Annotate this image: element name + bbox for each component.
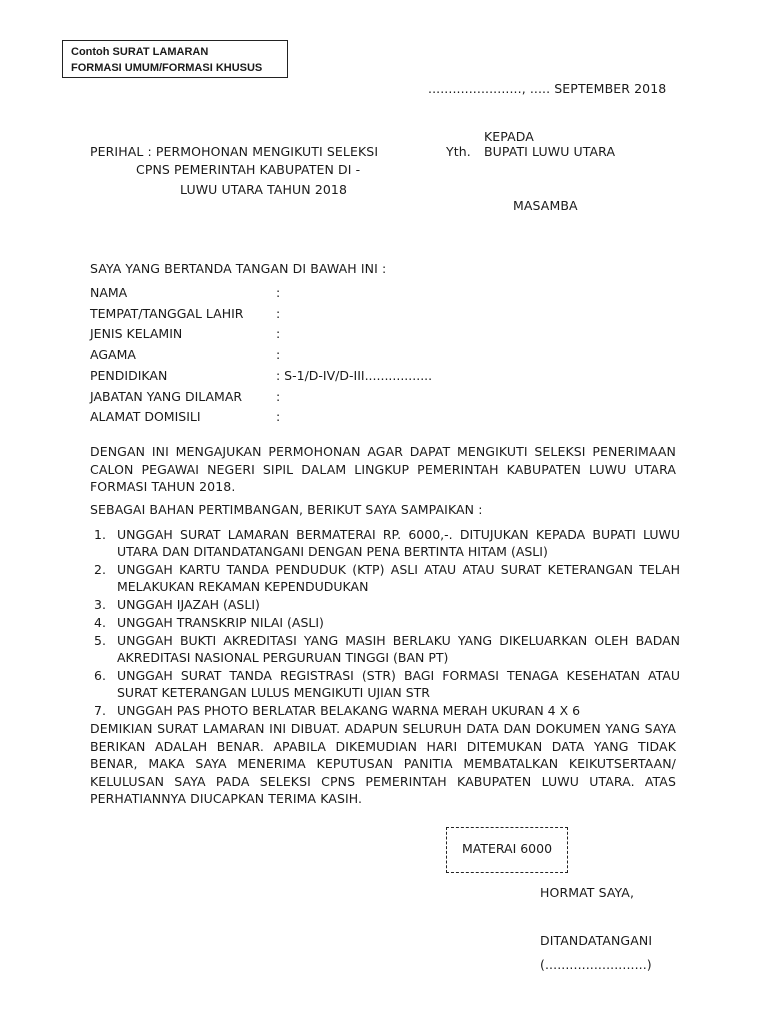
field-label: ALAMAT DOMISILI (90, 409, 201, 424)
recipient-yth: Yth. (446, 144, 471, 159)
list-item-number: 6. (94, 668, 106, 683)
field-label: PENDIDIKAN (90, 368, 168, 383)
application-paragraph: DENGAN INI MENGAJUKAN PERMOHONAN AGAR DAPAT MENGIKUTI SELEKSI PENERIMAAN CALON PEGAWAI NEGERI SIPIL DALAM LINGKUP PEMERINTAH KABUPATEN LUWU UTARA FORMASI TAHUN 2018. (90, 444, 676, 494)
stamp-box (446, 827, 568, 873)
list-item (90, 596, 680, 613)
subject-line-2: CPNS PEMERINTAH KABUPATEN DI - (136, 162, 361, 177)
intro-text: SAYA YANG BERTANDA TANGAN DI BAWAH INI : (90, 261, 387, 276)
list-item-number: 7. (94, 703, 106, 718)
signature-name-placeholder: (.........................) (540, 957, 652, 972)
field-label: AGAMA (90, 347, 136, 362)
list-item (90, 526, 680, 560)
header-line-1: Contoh SURAT LAMARAN (71, 46, 209, 58)
considerations-list (90, 526, 680, 720)
list-item (90, 632, 680, 666)
field-value: : (276, 347, 281, 362)
stamp-label: MATERAI 6000 (461, 841, 553, 856)
recipient-name: BUPATI LUWU UTARA (484, 144, 616, 159)
signature-greeting: HORMAT SAYA, (540, 885, 635, 900)
list-item-text: UNGGAH BUKTI AKREDITASI YANG MASIH BERLAKU YANG DIKELUARKAN OLEH BADAN AKREDITASI NASIONAL PERGURUAN TINGGI (BAN PT) (117, 633, 680, 665)
subject-line-1: PERIHAL : PERMOHONAN MENGIKUTI SELEKSI (90, 144, 379, 159)
recipient-city: MASAMBA (513, 198, 578, 213)
field-label: NAMA (90, 285, 128, 300)
field-value: : (276, 389, 281, 404)
template-header-box (62, 40, 288, 78)
list-item-number: 5. (94, 633, 106, 648)
list-item-text: UNGGAH SURAT LAMARAN BERMATERAI RP. 6000,-. DITUJUKAN KEPADA BUPATI LUWU UTARA DAN DITANDATANGANI DENGAN PENA BERTINTA HITAM (ASLI) (117, 527, 680, 559)
list-item (90, 702, 680, 719)
list-item-number: 1. (94, 527, 106, 542)
list-item (90, 614, 680, 631)
list-item-number: 3. (94, 597, 106, 612)
field-label: TEMPAT/TANGGAL LAHIR (90, 306, 244, 321)
list-item-text: UNGGAH TRANSKRIP NILAI (ASLI) (117, 615, 324, 630)
list-item-number: 4. (94, 615, 106, 630)
date-line: ......................., ..... SEPTEMBER 2018 (428, 81, 667, 96)
list-item-text: UNGGAH SURAT TANDA REGISTRASI (STR) BAGI FORMASI TENAGA KESEHATAN ATAU SURAT KETERANGAN LULUS MENGIKUTI UJIAN STR (117, 668, 680, 700)
list-item (90, 667, 680, 701)
field-value: : (276, 409, 281, 424)
list-item-number: 2. (94, 562, 106, 577)
subject-line-3: LUWU UTARA TAHUN 2018 (180, 182, 348, 197)
list-item-text: UNGGAH KARTU TANDA PENDUDUK (KTP) ASLI ATAU ATAU SURAT KETERANGAN TELAH MELAKUKAN REKAMAN KEPENDUDUKAN (117, 562, 680, 594)
list-item-text: UNGGAH PAS PHOTO BERLATAR BELAKANG WARNA MERAH UKURAN 4 X 6 (117, 703, 581, 718)
field-value: : (276, 285, 281, 300)
field-label: JENIS KELAMIN (90, 326, 183, 341)
field-value: : (276, 306, 281, 321)
header-line-2: FORMASI UMUM/FORMASI KHUSUS (71, 62, 263, 74)
list-item (90, 561, 680, 595)
field-label: JABATAN YANG DILAMAR (90, 389, 243, 404)
considerations-intro: SEBAGAI BAHAN PERTIMBANGAN, BERIKUT SAYA SAMPAIKAN : (90, 502, 483, 517)
list-item-text: UNGGAH IJAZAH (ASLI) (117, 597, 260, 612)
recipient-kepada: KEPADA (484, 129, 534, 144)
field-value: : S-1/D-IV/D-III................. (276, 368, 433, 383)
field-value: : (276, 326, 281, 341)
signature-signed: DITANDATANGANI (540, 933, 653, 948)
closing-paragraph: DEMIKIAN SURAT LAMARAN INI DIBUAT. ADAPUN SELURUH DATA DAN DOKUMEN YANG SAYA BERIKAN ADALAH BENAR. APABILA DIKEMUDIAN HARI DITEMUKAN DATA YANG TIDAK BENAR, MAKA SAYA MENERIMA KEPUTUSAN PANITIA MEMBATALKAN KEIKUTSERTAAN/ KELULUSAN SAYA PADA SELEKSI CPNS PEMERINTAH KABUPATEN LUWU UTARA. ATAS PERHATIANNYA DIUCAPKAN TERIMA KASIH. (90, 721, 676, 806)
